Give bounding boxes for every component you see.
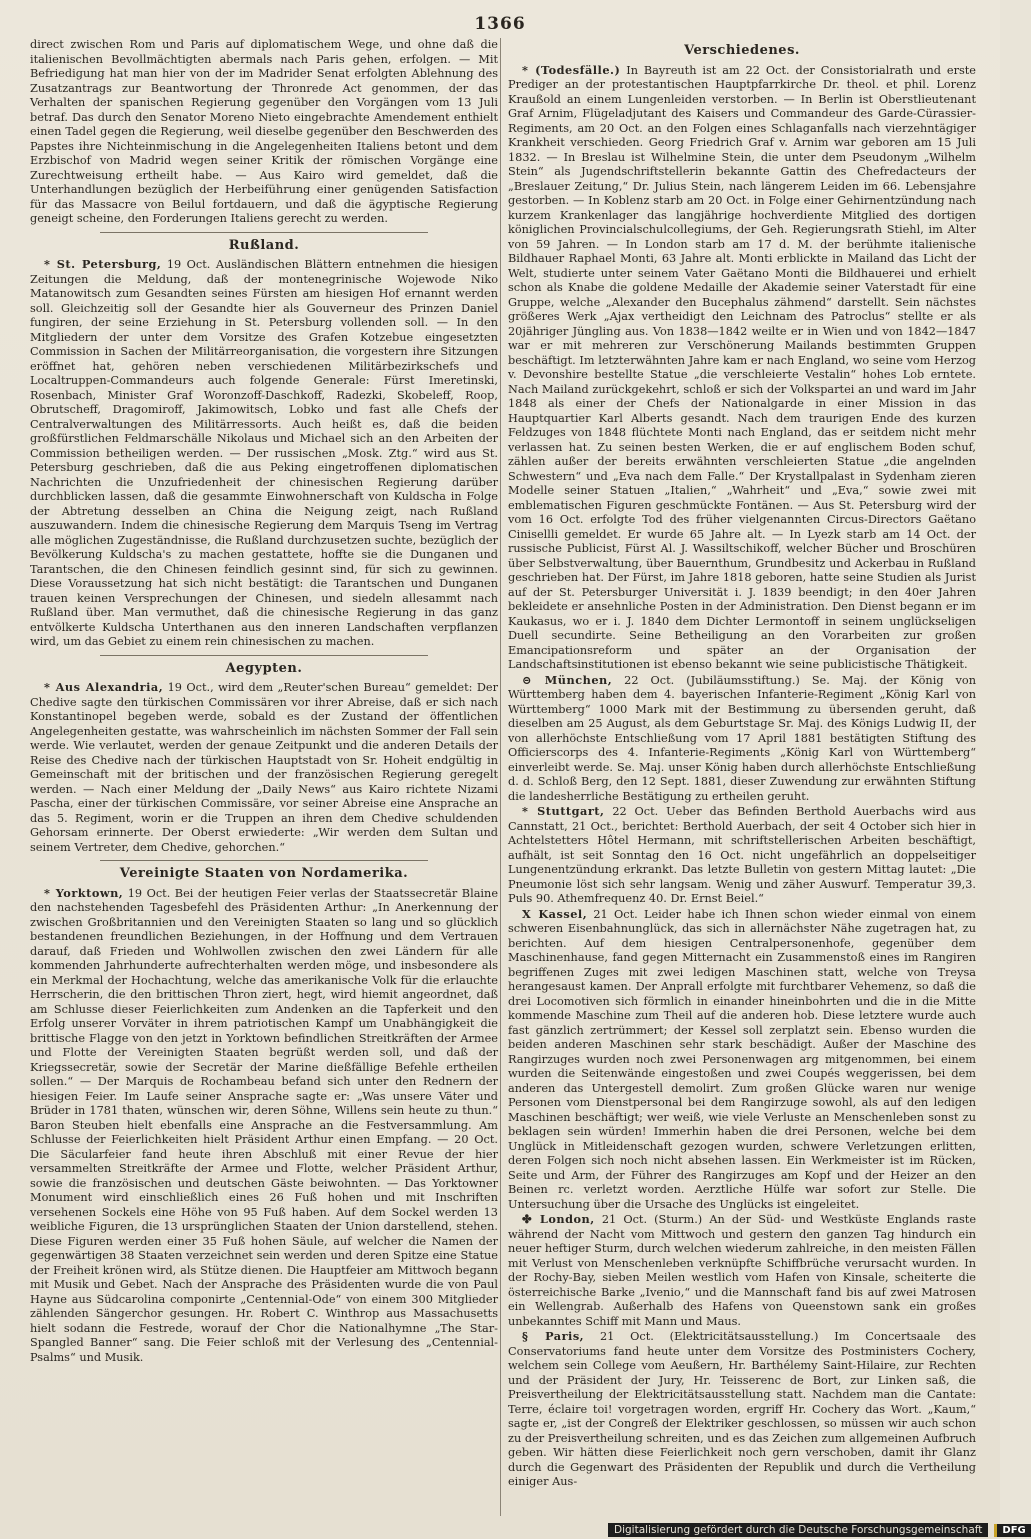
article-body: 22 Oct. Ueber das Befinden Berthold Auerbachs wird aus Cannstatt, 21 Oct., berichtet: Berthold Auerbach, der seit 4 October sich hier in Achtelstetters Hôtel Hermann, mit schriftstellerischen Arbeiten beschäftigt, aufhält, ist seit Sonntag den 16 Oct. nicht ungefährlich an doppelseitiger Lungenentzündung erkrankt. Das letzte Bulletin von gestern Mittag lautet: „Die Pneumonie löst sich sehr langsam. Wenig und zäher Auswurf. Temperatur 39,3. Puls 90. Athemfrequenz 40. Dr. Ernst Beiel.“ [508, 805, 976, 905]
dateline-place: * Stuttgart, [522, 804, 605, 818]
article-london [508, 1212, 976, 1329]
dateline-place: ⊝ München, [522, 672, 613, 687]
article-yorktown [30, 886, 498, 1366]
section-heading-russland: Rußland. [228, 237, 300, 253]
section-rule [100, 232, 428, 233]
section-heading-aegypten: Aegypten. [225, 660, 303, 676]
left-column [30, 38, 498, 1518]
article-body: 22 Oct. (Jubiläumsstiftung.) Se. Maj. der König von Württemberg haben dem 4. bayerischen Infanterie-Regiment „König Karl von Württemberg“ 1000 Mark mit der Bestimmung zu übersenden geruht, daß dieselben am 25 August, als dem Geburtstage Sr. Maj. des Königs Ludwig II, der von allerhöchste Entschließung vom 17 April 1881 bestätigten Stiftung des Officierscorps des 4. Infanterie-Regiments „König Karl von Württemberg“ einverleibt werde. Se. Maj. unser König haben durch allerhöchste Entschließung d. d. Schloß Berg, den 12 Sept. 1881, dieser Zuwendung zur erwähnten Stiftung die landesherrliche Bestätigung zu ertheilen geruht. [508, 673, 976, 803]
dateline-place: * Aus Alexandria, [44, 680, 164, 694]
article-body: 19 Oct. Ausländischen Blättern entnehmen die hiesigen Zeitungen die Meldung, daß der montenegrinische Wojewode Niko Matanowitsch zum Gesandten seines Fürsten am hiesigen Hof ernannt werden soll. Gleichzeitig soll der Gesandte hier als Gouverneur des Prinzen Daniel fungiren, der seine Erziehung in St. Petersburg vollenden soll. — In den Mitgliedern der unter dem Vorsitze des Grafen Kotzebue eingesetzten Commission in Sachen der Militärreorganisation, die vorgestern ihre Sitzungen eröffnet hat, gehören neben verschiedenen Militärbezirkschefs und Localtruppen-Commandeurs auch folgende Generale: Fürst Imeretinski, Rosenbach, Minister Graf Woronzoff-Daschkoff, Radezki, Skobeleff, Roop, Obrutscheff, Dragomiroff, Jakimowitsch, Lobko und fast alle Chefs der Centralverwaltungen des Militärressorts. Auch heißt es, daß die beiden großfürstlichen Feldmarschälle Nikolaus und Michael sich an den Arbeiten der Commission betheiligen werden. — Der russischen „Mosk. Ztg.“ wird aus St. Petersburg geschrieben, daß die aus Peking eingetroffenen diplomatischen Nachrichten die Unzufriedenheit der chinesischen Regierung darüber durchblicken lassen, daß die gesammte Einwohnerschaft von Kuldscha in Folge der Abtretung desselben an China die Neigung zeigt, nach Rußland auszuwandern. Indem die chinesische Regierung dem Marquis Tseng im Vertrag alle möglichen Zugeständnisse, die Rußland durchzusetzen suchte, bezüglich der Bevölkerung Kuldscha's zu machen gestattete, hoffte sie die Dunganen und Tarantschen, die den Chinesen feindlich gesinnt sind, für sich zu gewinnen. Diese Voraussetzung hat sich nicht bestätigt: die Tarantschen und Dunganen trauen keinen Versprechungen der Chinesen, und siedeln allesammt nach Rußland über. Man vermuthet, daß die chinesische Regierung in das ganz entvölkerte Kuldscha Unterthanen aus den inneren Landschaften verpflanzen wird, um das Gebiet zu einem rein chinesischen zu machen. [30, 258, 499, 648]
dateline-place: § Paris, [522, 1329, 585, 1343]
section-heading-usa: Vereinigte Staaten von Nordamerika. [119, 866, 409, 881]
column-divider [500, 38, 501, 1516]
article-muenchen [508, 673, 976, 805]
article-stuttgart [508, 804, 976, 907]
digitization-credit [608, 1522, 1031, 1538]
article-alexandria [30, 680, 498, 855]
dateline-place: * Yorktown, [44, 885, 124, 900]
article-todesfaelle [508, 63, 976, 673]
section-rule [100, 860, 428, 861]
section-rule [100, 655, 428, 656]
dateline-place: * (Todesfälle.) [522, 62, 621, 77]
article-st-petersburg [30, 257, 498, 650]
article-body: 21 Oct. (Elektricitätsausstellung.) Im Concertsaale des Conservatoriums fand heute unter dem Vorsitze des Postministers Cochery, welchem sein College vom Aeußern, Hr. Barthélemy Saint-Hilaire, zur Rechten und der Präsident der Jury, Hr. Teisserenc de Bort, zur Linken saß, die Preisvertheilung der Elektricitätsausstellung statt. Nachdem man die Cantate: Terre, éclaire toi! vorgetragen worden, ergriff Hr. Cochery das Wort. „Kaum,“ sagte er, „ist der Congreß der Elektriker geschlossen, so müssen wir auch schon zu der Preisvertheilung schreiten, und es das Zeichen zum allgemeinen Aufbruch geben. Wir hätten diese Feierlichkeit noch gern verschoben, damit ihr Glanz durch die Gegenwart des Präsidenten der Republik und durch die Vertheilung einiger Aus- [508, 1330, 977, 1488]
dfg-logo: DFG [994, 1524, 1030, 1537]
article-kassel [508, 907, 976, 1213]
dateline-place: X Kassel, [522, 906, 588, 921]
article-body: 21 Oct. Leider habe ich Ihnen schon wieder einmal von einem schweren Eisenbahnunglück, das sich in allernächster Nähe zugetragen hat, zu berichten. Auf dem hiesigen Centralpersonenhofe, gegenüber dem Maschinenhause, fand gegen Mitternacht ein Zusammenstoß eines im Rangiren begriffenen Zuges mit zwei ledigen Maschinen statt, welche von Treysa herangesaust kamen. Der Anprall erfolgte mit furchtbarer Vehemenz, so daß die drei Locomotiven sich förmlich in einander hineinbohrten und die in die Mitte kommende Maschine zum Theil auf die anderen hob. Diese letztere wurde auch fast gänzlich zertrümmert; der Kessel soll zerplatzt sein. Ebenso wurden die beiden anderen Maschinen sehr stark beschädigt. Außer der Maschine des Rangirzuges wurden noch zwei Personenwagen arg mitgenommen, bei einem wurden die Seitenwände eingestoßen und zwei Coupés weggerissen, bei dem anderen das Untergestell demolirt. Zum großen Glücke waren nur wenige Personen vom Dienstpersonal bei dem Rangirzuge sowohl, als auf den ledigen Maschinen beschäftigt; wer weiß, wie viele Verluste an Menschenleben sonst zu beklagen sein würden! Immerhin haben die drei Personen, welche bei dem Unglück in Mitleidenschaft gezogen wurden, schwere Verletzungen erlitten, deren Folgen sich noch nicht absehen lassen. Ein Werkmeister ist im Rücken, Seite und Arm, der Führer des Rangirzuges am Kopf und der Heizer an den Beinen rc. verletzt worden. Aerztliche Hülfe war sofort zur Stelle. Die Untersuchung über die Ursache des Unglücks ist eingeleitet. [508, 907, 976, 1211]
article-italy-continued: direct zwischen Rom und Paris auf diplomatischem Wege, und ohne daß die italienischen Bevollmächtigten abermals nach Paris gehen, erfolgen. — Mit Befriedigung hat man hier von der im Madrider Senat erfolgten Ablehnung des Zusatzantrags zur Beantwortung der Thronrede Act genommen, der das Verhalten der spanischen Regierung gegenüber den Vorgängen vom 13 Juli betraf. Das durch den Senator Moreno Nieto eingebrachte Amendement enthielt einen Tadel gegen die Regierung, weil dieselbe gegenüber den Beschwerden des Papstes ihre Nichteinmischung in die Angelegenheiten Italiens betont und dem Erzbischof von Madrid wegen seiner Kritik der römischen Vorgänge eine Zurechtweisung ertheilt habe. — Aus Kairo wird gemeldet, daß die Unterhandlungen bezüglich der Herbeiführung einer genügenden Satisfaction für das Massacre von Beilul fortdauern, und daß die ägyptische Regierung geneigt scheine, den Forderungen Italiens gerecht zu werden. [30, 38, 498, 225]
article-body: 19 Oct. Bei der heutigen Feier verlas der Staatssecretär Blaine den nachstehenden Tagesbefehl des Präsidenten Arthur: „In Anerkennung der zwischen Großbritannien und den Vereinigten Staaten so lang und so glücklich bestandenen freundlichen Beziehungen, in der Hoffnung und dem Vertrauen darauf, daß Frieden und Wohlwollen zwischen den zwei Ländern für alle kommenden Jahrhunderte aufrechterhalten werden möge, und insbesondere als ein Merkmal der Hochachtung, welche das amerikanische Volk für die erlauchte Herrscherin, die den brittischen Thron ziert, hegt, wird hiemit angeordnet, daß am Schlusse dieser Feierlichkeiten zum Andenken an die Tapferkeit und den Erfolg unserer Vorväter in ihrem patriotischen Kampf um Unabhängigkeit die brittische Flagge von den jetzt in Yorktown befindlichen Streitkräften der Armee und Flotte der Vereinigten Staaten begrüßt werden soll, und daß der Kriegssecretär, sowie der Secretär der Marine dießfällige Befehle ertheilen sollen.“ — Der Marquis de Rochambeau befand sich unter den Rednern der hiesigen Feier. Im Laufe seiner Ansprache sagte er: „Was unsere Väter und Brüder in 1781 thaten, wünschen wir, deren Söhne, Willens sein heute zu thun.“ Baron Steuben hielt ebenfalls eine Ansprache an die Festversammlung. Am Schlusse der Feierlichkeiten hielt Präsident Arthur einen Empfang. — 20 Oct. Die Säcularfeier fand heute ihren Abschluß mit einer Revue der hier versammelten Streitkräfte der Armee und Flotte, welcher Präsident Arthur, sowie die französischen und deutschen Gäste beiwohnten. — Das Yorktowner Monument wird einschließlich eines 26 Fuß hohen und mit Inschriften versehenen Sockels eine Höhe von 95 Fuß haben. Auf dem Sockel werden 13 weibliche Figuren, die 13 ursprünglichen Staaten der Union darstellend, stehen. Diese Figuren werden einer 35 Fuß hohen Säule, auf welcher die Namen der gegenwärtigen 38 Staaten verzeichnet sein werden und deren Spitze eine Statue der Freiheit krönen wird, als Stütze dienen. Die Hauptfeier am Mittwoch begann mit Musik und Gebet. Nach der Ansprache des Präsidenten wurde die von Paul Hayne aus Südcarolina componirte „Centennial-Ode“ von einem 300 Mitglieder zählenden Sängerchor gesungen. Hr. Robert C. Winthrop aus Massachusetts hielt sodann die Festrede, worauf der Chor die Nationalhymne „The Star-Spangled Banner“ sang. Die Feier schloß mit der Verlesung des „Centennial-Psalms“ und Musik. [30, 886, 499, 1364]
article-body: In Bayreuth ist am 22 Oct. der Consistorialrath und erste Prediger an der protestantischen Hauptpfarrkirche Dr. theol. et phil. Lorenz Kraußold an einem Lungenleiden verstorben. — In Berlin ist Oberstlieutenant Graf Arnim, Flügeladjutant des Kaisers und Commandeur des Garde-Cürassier-Regiments, am 20 Oct. an den Folgen eines Schlaganfalls nach vierzehntägiger Krankheit verschieden. Georg Friedrich Graf v. Arnim war geboren am 15 Juli 1832. — In Breslau ist Wilhelmine Stein, die unter dem Pseudonym „Wilhelm Stein“ als Jugendschriftstellerin bekannte Gattin des Chefredacteurs der „Breslauer Zeitung,“ Dr. Julius Stein, nach längerem Leiden im 66. Lebensjahre gestorben. — In Koblenz starb am 20 Oct. in Folge einer Gehirnentzündung nach kurzem Krankenlager das langjährige hochverdiente Mitglied des dortigen königlichen Provincialschulcollegiums, der Geh. Regierungsrath Stiehl, im Alter von 59 Jahren. — In London starb am 17 d. M. der berühmte italienische Bildhauer Raphael Monti, 63 Jahre alt. Monti erblickte in Mailand das Licht der Welt, studierte unter seinem Vater Gaëtano Monti die Bildhauerei und erhielt schon als Knabe die goldene Medaille der Akademie seiner Vaterstadt für eine Gruppe, welche „Alexander den Bucephalus zähmend“ darstellt. Sein nächstes größeres Werk „Ajax vertheidigt den Leichnam des Patroclus“ stellte er als 20jähriger Jüngling aus. Von 1838—1842 weilte er in Wien und von 1842—1847 war er mit mehreren zur Verschönerung Mailands bestimmten Gruppen beschäftigt. Im letzterwähnten Jahre kam er nach England, wo seine vom Herzog v. Devonshire bestellte Statue „die verschleierte Vestalin“ hohes Lob erntete. Nach Mailand zurückgekehrt, schloß er sich der Volkspartei an und ward im Jahr 1848 als einer der Chefs der Nationalgarde in einer Mission in das Hauptquartier Karl Alberts gesandt. Nach dem traurigen Ende des kurzen Feldzuges von 1848 flüchtete Monti nach England, das er seitdem nicht mehr verlassen hat. Zu seinen besten Werken, die er auf englischem Boden schuf, zählen außer der bereits erwähnten verschleierten Statue „die angelnden Schwestern“ und „Eva nach dem Falle.“ Der Krystallpalast in Sydenham zieren Modelle seiner Statuen „Italien,“ „Wahrheit“ und „Eva,“ sowie zwei mit emblematischen Figuren geschmückte Fontänen. — Aus St. Petersburg wird der vom 16 Oct. erfolgte Tod des früher vielgenannten Circus-Directors Gaëtano Cinisellli gemeldet. Er wurde 65 Jahre alt. — In Lyezk starb am 14 Oct. der russische Publicist, Fürst Al. J. Wassiltschikoff, welcher Bücher und Broschüren über Selbstverwaltung, über Bauernthum, Grundbesitz und Ackerbau in Rußland geschrieben hat. Der Fürst, im Jahre 1818 geboren, hatte seine Studien als Jurist auf der St. Petersburger Universität i. J. 1839 beendigt; in den 40er Jahren bekleidete er ansehnliche Posten in der Administration. Den Dienst begann er im Kaukasus, wo er i. J. 1840 dem Dichter Lermontoff in seinem unglückseligen Duell secundirte. Seine Betheiligung an den Vorarbeiten zur großen Emancipationsreform und später an der Organisation der Landschaftsinstitutionen ist ebenso bekannt wie seine publicistische Thätigkeit. [508, 63, 976, 671]
right-column [508, 38, 976, 1518]
article-paris [508, 1329, 976, 1490]
credit-text: Digitalisierung gefördert durch die Deutsche Forschungsgemeinschaft [608, 1523, 988, 1537]
section-heading-verschiedenes: Verschiedenes. [684, 43, 800, 58]
article-body: 21 Oct. (Sturm.) An der Süd- und Westküste Englands raste während der Nacht vom Mittwoch und gestern den ganzen Tag hindurch ein neuer heftiger Sturm, durch welchen wiederum zahlreiche, in den meisten Fällen mit Verlust von Menschenleben verknüpfte Schiffbrüche verursacht wurden. In der Rochy-Bay, sieben Meilen westlich vom Hafen von Kinsale, scheiterte die österreichische Barke „Ivenio,“ und die Mannschaft fand bis auf zwei Matrosen ein Wellengrab. Außerhalb des Hafens von Queenstown sank ein großes unbekanntes Schiff mit Mann und Maus. [508, 1213, 977, 1328]
page-number: 1366 [474, 14, 526, 34]
dateline-place: * St. Petersburg, [44, 257, 162, 271]
dateline-place: ✤ London, [522, 1212, 595, 1226]
article-body: 19 Oct., wird dem „Reuter'schen Bureau“ gemeldet: Der Chedive sagte den türkischen Commissären vor ihrer Abreise, daß er sich nach Konstantinopel begeben werde, sobald es der Zustand der öffentlichen Angelegenheiten gestatte, was wahrscheinlich im nächsten Sommer der Fall sein werde. Wie verlautet, werden der genaue Zeitpunkt und die anderen Details der Reise des Chedive nach der türkischen Hauptstadt von Sr. Hoheit endgültig in Gemeinschaft mit der britischen und der französischen Regierung geregelt werden. — Nach einer Meldung der „Daily News“ aus Kairo richtete Nizami Pascha, einer der türkischen Commissäre, vor seiner Abreise eine Ansprache an das 5. Regiment, worin er die Truppen an ihren dem Chedive schuldenden Gehorsam erinnerte. Der Oberst erwiederte: „Wir werden dem Sultan und seinem Vertreter, dem Chedive, gehorchen.“ [30, 681, 499, 854]
